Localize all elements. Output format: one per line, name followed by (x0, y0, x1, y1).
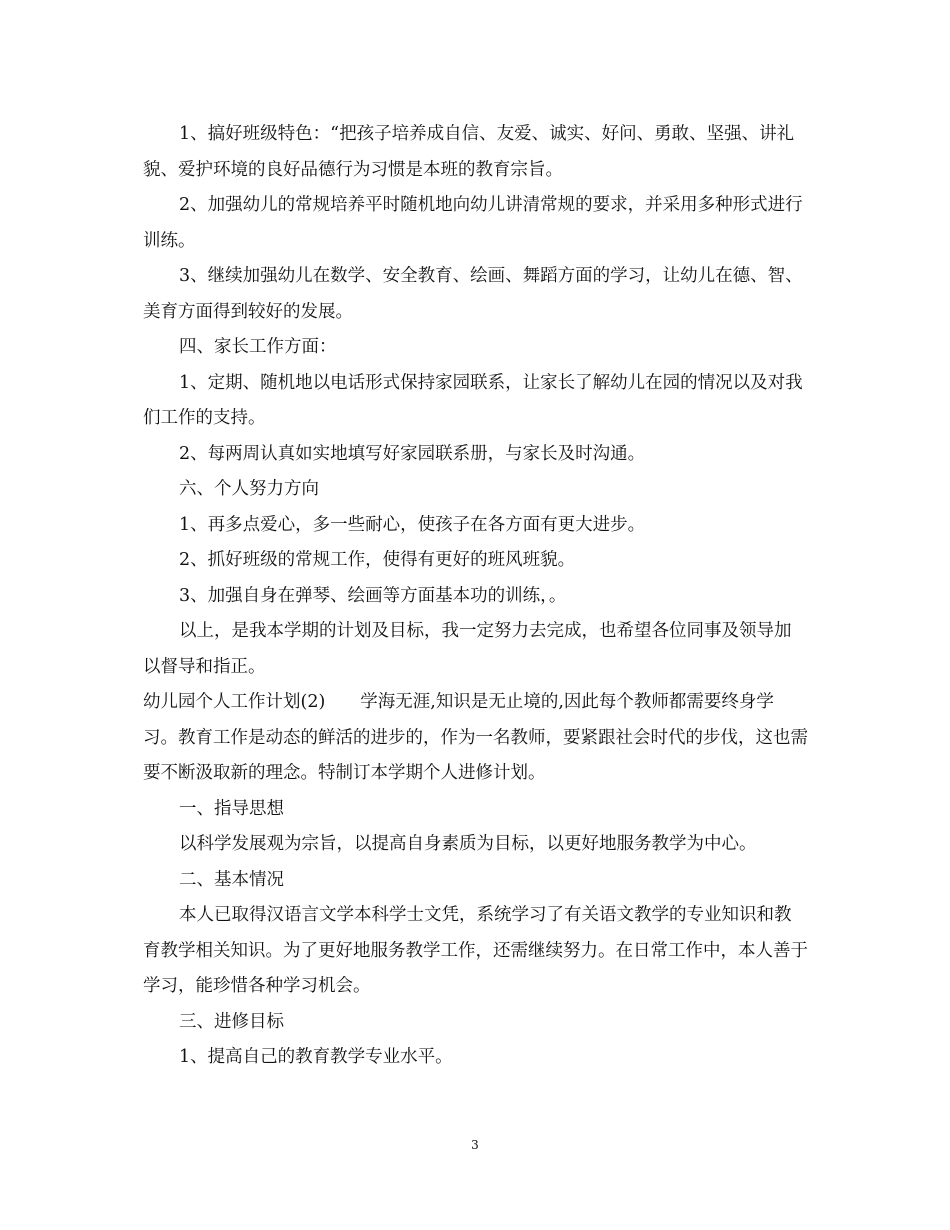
paragraph: 1、搞好班级特色：“把孩子培养成自信、友爱、诚实、好问、勇敢、坚强、讲礼貌、爱护环境的良好品德行为习惯是本班的教育宗旨。 (143, 124, 795, 180)
paragraph: 一、指导思想 (179, 798, 284, 819)
paragraph: 本人已取得汉语言文学本科学士文凭，系统学习了有关语文教学的专业知识和教育教学相关知识。为了更好地服务教学工作，还需继续努力。在日常工作中，本人善于学习，能珍惜各种学习机会。 (143, 905, 808, 996)
paragraph: 以科学发展观为宗旨，以提高自身素质为目标，以更好地服务教学为中心。 (179, 834, 757, 854)
paragraph: 二、基本情况 (179, 869, 284, 890)
paragraph: 六、个人努力方向 (179, 479, 319, 499)
document-body (143, 117, 808, 1076)
paragraph: 3、加强自身在弹琴、绘画等方面基本功的训练，。 (179, 585, 567, 606)
page-number: 3 (471, 1138, 479, 1152)
paragraph: 3、继续加强幼儿在数学、安全教育、绘画、舞蹈方面的学习，让幼儿在德、智、美育方面得到较好的发展。 (143, 266, 803, 322)
paragraph: 2、加强幼儿的常规培养平时随机地向幼儿讲清常规的要求，并采用多种形式进行训练。 (143, 195, 803, 251)
paragraph: 以上，是我本学期的计划及目标，我一定努力去完成，也希望各位同事及领导加以督导和指正。 (143, 621, 792, 677)
paragraph: 1、再多点爱心，多一些耐心，使孩子在各方面有更大进步。 (179, 514, 646, 535)
paragraph: 三、进修目标 (179, 1011, 284, 1032)
paragraph: 1、定期、随机地以电话形式保持家园联系，让家长了解幼儿在园的情况以及对我们工作的支持。 (143, 372, 803, 428)
paragraph: 四、家长工作方面： (179, 337, 337, 357)
paragraph: 幼儿园个人工作计划(2) 学海无涯,知识是无止境的,因此每个教师都需要终身学习。教育工作是动态的鲜活的进步的，作为一名教师，要紧跟社会时代的步伐，这也需要不断汲取新的理念。特制订本学期个人进修计划。 (143, 692, 808, 783)
paragraph: 1、提高自己的教育教学专业水平。 (179, 1047, 453, 1067)
paragraph: 2、每两周认真如实地填写好家园联系册，与家长及时沟通。 (179, 443, 646, 464)
paragraph: 2、抓好班级的常规工作，使得有更好的班风班貌。 (179, 550, 576, 570)
